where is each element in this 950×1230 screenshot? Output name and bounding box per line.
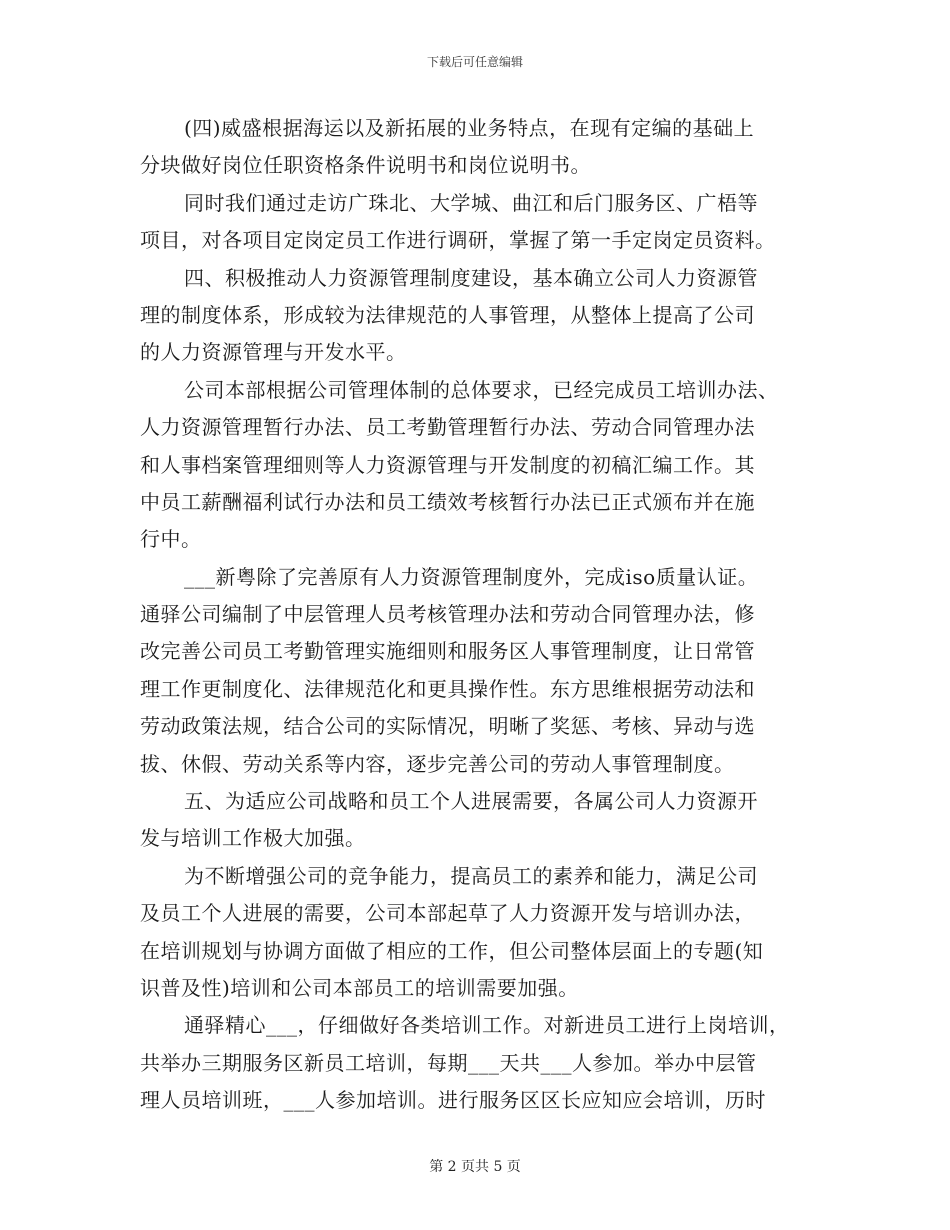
text-line: 发与培训工作极大加强。	[140, 826, 366, 851]
text-line: 拔、休假、劳动关系等内容，逐步完善公司的劳动人事管理制度。	[140, 751, 735, 776]
document-body	[140, 110, 820, 1120]
text-line: 中员工薪酬福利试行办法和员工绩效考核暂行办法已正式颁布并在施	[140, 489, 755, 514]
text-line: 项目，对各项目定岗定员工作进行调研，掌握了第一手定岗定员资料。	[140, 228, 776, 253]
text-line: 劳动政策法规，结合公司的实际情况，明晰了奖惩、考核、异动与选	[140, 714, 755, 739]
text-line: 通驿公司编制了中层管理人员考核管理办法和劳动合同管理办法，修	[140, 602, 755, 627]
text-line: 的人力资源管理与开发水平。	[140, 340, 407, 365]
text-line: 通驿精心___，仔细做好各类培训工作。对新进员工进行上岗培训，	[184, 1013, 790, 1038]
page-number: 第 2 页共 5 页	[429, 1159, 521, 1175]
text-line: 改完善公司员工考勤管理实施细则和服务区人事管理制度，让日常管	[140, 639, 755, 664]
text-line: 和人事档案管理细则等人力资源管理与开发制度的初稿汇编工作。其	[140, 452, 755, 477]
text-line: 识普及性)培训和公司本部员工的培训需要加强。	[140, 975, 579, 1000]
text-line: 行中。	[140, 527, 202, 552]
text-line: 在培训规划与协调方面做了相应的工作，但公司整体层面上的专题(知	[140, 938, 764, 963]
text-line: 理的制度体系，形成较为法律规范的人事管理，从整体上提高了公司	[140, 302, 755, 327]
text-line: 四、积极推动人力资源管理制度建设，基本确立公司人力资源管	[184, 265, 758, 290]
text-line: 理工作更制度化、法律规范化和更具操作性。东方思维根据劳动法和	[140, 676, 755, 701]
text-line: 共举办三期服务区新员工培训，每期___天共___人参加。举办中层管	[140, 1050, 757, 1075]
text-line: ___新粤除了完善原有人力资源管理制度外，完成iso质量认证。	[184, 564, 759, 589]
text-line: (四)威盛根据海运以及新拓展的业务特点，在现有定编的基础上	[184, 116, 755, 140]
text-line: 五、为适应公司战略和员工个人进展需要，各属公司人力资源开	[184, 789, 758, 814]
text-line: 公司本部根据公司管理体制的总体要求，已经完成员工培训办法、	[184, 377, 779, 402]
text-line: 人力资源管理暂行办法、员工考勤管理暂行办法、劳动合同管理办法	[140, 415, 755, 440]
text-line: 理人员培训班，___人参加培训。进行服务区区长应知应会培训，历时	[140, 1088, 766, 1113]
page-header: 下载后可任意编辑	[426, 55, 523, 69]
text-line: 及员工个人进展的需要，公司本部起草了人力资源开发与培训办法，	[140, 901, 755, 926]
text-line: 为不断增强公司的竞争能力，提高员工的素养和能力，满足公司	[184, 863, 758, 888]
text-line: 分块做好岗位任职资格条件说明书和岗位说明书。	[140, 153, 591, 178]
text-line: 同时我们通过走访广珠北、大学城、曲江和后门服务区、广梧等	[184, 190, 758, 215]
